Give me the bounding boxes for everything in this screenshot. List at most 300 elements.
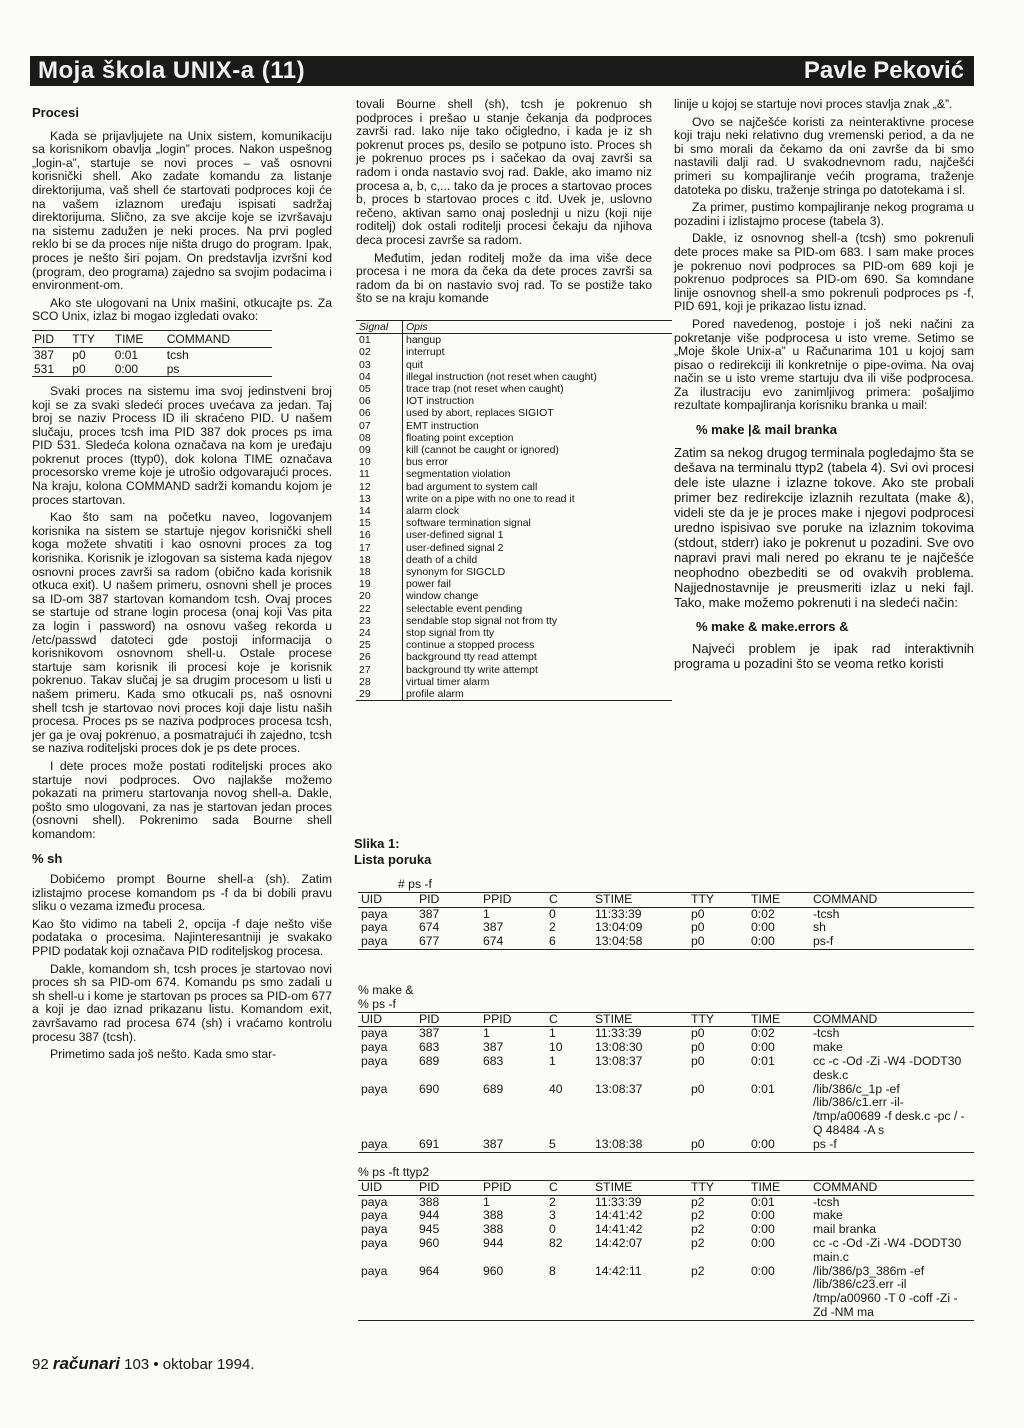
signal-number: 15: [356, 517, 403, 529]
signal-number: 05: [356, 383, 403, 395]
listing-command: % ps -ft ttyp2: [358, 1165, 430, 1179]
table-cell: -tcsh: [813, 906, 840, 921]
table-cell: p2: [688, 1265, 748, 1321]
table-row: [356, 493, 672, 505]
column-header: TTY: [70, 330, 112, 347]
table-cell: 0:00: [748, 1138, 810, 1152]
signal-number: 11: [356, 468, 403, 480]
ps-output-table: [32, 330, 272, 377]
table-cell: 0:00: [748, 1265, 810, 1321]
table-cell: 0:00: [751, 1208, 775, 1223]
listing-table: [358, 1012, 974, 1153]
table-cell: 13:04:58: [592, 935, 688, 949]
signal-number: 09: [356, 444, 403, 456]
signal-number: 06: [356, 407, 403, 419]
column-header: STIME: [592, 892, 688, 907]
table-cell: p0: [691, 920, 705, 935]
table-cell: tcsh: [166, 347, 189, 362]
column-header: TIME: [748, 1180, 810, 1195]
table-row: [356, 664, 672, 676]
column-header: TTY: [688, 892, 748, 907]
table-cell: paya: [358, 1265, 416, 1321]
table-cell: 3: [549, 1208, 556, 1223]
table-row: [356, 359, 672, 371]
listing-table: [358, 892, 974, 950]
table-cell: ps-f: [810, 935, 974, 949]
table-cell: make: [813, 1208, 843, 1223]
signal-number: 19: [356, 578, 403, 590]
table-row: [356, 383, 672, 395]
signal-number: 07: [356, 420, 403, 432]
table-cell: paya: [361, 906, 388, 921]
table-row: [32, 347, 272, 362]
table-cell: 1: [483, 1194, 490, 1209]
paragraph: Ako ste ulogovani na Unix mašini, otkucajte ps. Za SCO Unix, izlaz bi mogao izgledati ovako:: [32, 295, 332, 324]
table-row: [356, 432, 672, 444]
table-cell: 13:08:30: [595, 1040, 643, 1055]
table-row: [356, 346, 672, 358]
signal-description: synonym for SIGCLD: [406, 565, 506, 578]
table-cell: 11:33:39: [595, 1026, 642, 1041]
signal-description: used by abort, replaces SIGIOT: [406, 407, 554, 420]
table-cell: p0: [691, 906, 705, 921]
listing-make-background: [358, 984, 974, 1153]
listing-table: [358, 1180, 974, 1321]
signal-description: floating point exception: [406, 431, 514, 444]
signal-description: user-defined signal 1: [406, 529, 504, 542]
table-cell: 14:42:11: [592, 1265, 688, 1321]
table-row: [356, 639, 672, 651]
signal-number: 16: [356, 529, 403, 541]
column-header: C: [546, 1180, 592, 1195]
table-cell: 689: [419, 1053, 440, 1068]
signal-description: interrupt: [406, 346, 445, 359]
signal-description: continue a stopped process: [406, 639, 535, 652]
table-row: [356, 566, 672, 578]
table-row: [356, 603, 672, 615]
table-cell: paya: [361, 1040, 388, 1055]
table-cell: 10: [549, 1040, 563, 1055]
table-cell: 6: [546, 935, 592, 949]
table-cell: p0: [691, 1053, 705, 1068]
signal-description: selectable event pending: [406, 602, 523, 615]
column-header: COMMAND: [810, 1180, 974, 1195]
column-header: UID: [358, 1180, 416, 1195]
column-header: TIME: [113, 330, 165, 347]
table-cell: 1: [483, 1026, 490, 1041]
signal-description: trace trap (not reset when caught): [406, 382, 564, 395]
table-cell: 0:00: [751, 1222, 775, 1237]
signal-number: 28: [356, 676, 403, 688]
table-cell: 945: [419, 1222, 440, 1237]
table-cell: paya: [361, 1026, 388, 1041]
table-row: [356, 334, 672, 347]
table-row: [358, 921, 974, 935]
table-cell: p0: [691, 1040, 705, 1055]
table-cell: 0:02: [751, 1026, 775, 1041]
table-cell: 1: [483, 906, 490, 921]
table-cell: 0:01: [114, 347, 139, 362]
signal-number: 14: [356, 505, 403, 517]
listing-ps-ft: [358, 1166, 974, 1321]
table-cell: 674: [419, 920, 440, 935]
signal-number: 17: [356, 542, 403, 554]
signal-number: 02: [356, 346, 403, 358]
table-cell: 387: [480, 1138, 546, 1152]
signal-description: stop signal from tty: [406, 626, 495, 639]
table-row: [356, 517, 672, 529]
table-cell: 964: [416, 1265, 480, 1321]
table-row: [356, 481, 672, 493]
table-row: [356, 615, 672, 627]
table-cell: 13:08:37: [595, 1053, 643, 1068]
signal-description: bad argument to system call: [406, 480, 538, 493]
table-cell: p2: [691, 1222, 705, 1237]
table-cell: 0:01: [751, 1194, 775, 1209]
table-cell: paya: [361, 1194, 388, 1209]
signal-number: 22: [356, 603, 403, 615]
table-cell: mail branka: [813, 1222, 876, 1237]
table-cell: 13:04:09: [595, 920, 643, 935]
listing-command: % ps -f: [358, 996, 396, 1011]
table-cell: -tcsh: [813, 1026, 840, 1041]
signal-number: 24: [356, 627, 403, 639]
table-cell: 387: [483, 1040, 504, 1055]
caption-line: Slika 1:: [354, 836, 400, 851]
caption-line: Lista poruka: [354, 852, 432, 867]
table-row: [358, 1083, 974, 1138]
table-row: [356, 444, 672, 456]
issue-number: 103: [124, 1356, 150, 1373]
signal-description: window change: [406, 590, 479, 603]
table-cell: 11:33:39: [595, 1194, 642, 1209]
signal-description: EMT instruction: [406, 419, 479, 432]
table-cell: paya: [358, 935, 416, 949]
command-example: % sh: [32, 850, 63, 866]
table-cell: 0:00: [113, 362, 165, 377]
table-cell: ps: [165, 362, 272, 377]
signal-description: background tty read attempt: [406, 651, 537, 664]
table-cell: 2: [549, 920, 556, 935]
table-cell: 82: [549, 1235, 563, 1250]
table-cell: 944: [483, 1235, 504, 1250]
signal-number: 12: [356, 481, 403, 493]
table-row: [358, 1138, 974, 1152]
paragraph: Najveći problem je ipak rad interaktivnih programa u pozadini što se veoma retko koristi: [674, 641, 974, 672]
column-header: PPID: [480, 892, 546, 907]
paragraph: Zatim sa nekog drugog terminala pogledajmo šta se dešava na terminalu ttyp2 (tabela 4). Svi ovi procesi dele iste ulazne i izlazne tokove. Ako ste probali primer bez redirekcije izlaznih rezultata (make &), videli ste da je je proces make i njegovi podprocesi uredno ispisivao sve poruke na izlaznim tokovima (stdout, stderr) iako je pokrenut u pozadini. Sve ovo napravi pravi mali nered po ekranu te je najčešće neophodno obezbediti se od ovakvih problema. Najjednostavnije je preusmeriti izlaz u neki fajl. Tako, make možemo pokrenuti i na sledeći način:: [674, 444, 974, 610]
table-row: [358, 1209, 974, 1223]
table-cell: 5: [546, 1138, 592, 1152]
table-cell: -tcsh: [813, 1194, 840, 1209]
table-cell: 387: [483, 920, 504, 935]
section-heading: Procesi: [32, 105, 79, 120]
table-cell: 683: [419, 1040, 440, 1055]
table-row: [358, 1041, 974, 1055]
column-header: PID: [416, 892, 480, 907]
paragraph: Kao što sam na početku naveo, logovanjem korisnika na sistem se startuje njegov korisnički shell koga možete shvatiti i kao osnovni proces za tog korisnika. Korisnik je izlogovan sa sistema kada njegov osnovni proces završi sa radom (obično kada korisnik otkuca exit). U našem primeru, osnovni shell je proces sa ID-om 387 startovan komandom tcsh. Ovaj proces se startuje od strane login procesa (onaj koji Vas pita za login i password) na osnovu vašeg rekorda u /etc/passwd datoteci gde postoji informacija o korisnikovom osnovnom shell-u. Ostale procese startuje sam korisnik ili procesi koje je korisnik pokrenuo. Takav slučaj je sa drugim procesom u listi u našem primeru. Kada smo otkucali ps, naš osnovni shell tcsh je startovao novi proces koji daje listu naših procesa. Proces ps se naziva podproces procesa tcsh, jer ga je ovaj pokrenuo, a posmatrajući ih zajedno, tcsh se naziva roditeljski proces dok je ps dete proces.: [32, 510, 332, 756]
table-cell: /lib/386/c_1p -ef /lib/386/c1.err -il- /tmp/a00689 -f desk.c -pc / -Q 48484 -A s: [813, 1081, 965, 1137]
column-header: PID: [32, 330, 70, 347]
signal-description: hangup: [406, 334, 442, 347]
article-author: Pavle Peković: [803, 57, 964, 84]
table-cell: 387: [419, 906, 440, 921]
table-cell: 13:08:38: [592, 1138, 688, 1152]
signal-description: quit: [406, 358, 423, 371]
table-cell: p2: [691, 1194, 705, 1209]
paragraph: Ovo se najčešće koristi za neinteraktivne procese koji traju neki relativno dug vremenski period, a da ne bi smo morali da čekamo da oni završe da bi smo nastavili dalji rad. U svakodnevnom radu, najčešći primeri su kompajliranje većih programa, traženje datoteka po disku, traženje stringa po datotekama i sl.: [674, 114, 974, 197]
table-cell: 14:41:42: [595, 1222, 643, 1237]
table-row: [356, 651, 672, 663]
signal-number: 18: [356, 554, 403, 566]
table-cell: 674: [480, 935, 546, 949]
signal-number: 29: [356, 688, 403, 701]
signal-number: 01: [356, 334, 403, 347]
table-cell: 531: [32, 362, 70, 377]
table-cell: p0: [688, 1138, 748, 1152]
table-cell: 1: [549, 1026, 556, 1041]
table-cell: /lib/386/p3_386m -ef /lib/386/c23.err -il /tmp/a00960 -T 0 -coff -Zi -Zd -NM ma: [810, 1265, 974, 1321]
column-header: C: [546, 1012, 592, 1027]
table-header-row: [358, 1180, 974, 1195]
table-cell: 0:00: [751, 920, 775, 935]
table-cell: 683: [483, 1053, 504, 1068]
column-header: PID: [416, 1180, 480, 1195]
paragraph: Dakle, iz osnovnog shell-a (tcsh) smo pokrenuli dete proces make sa PID-om 683. I sam make proces je pokrenuo novi podproces sa PID-om 689 koji je pokrenuo podproces sa PID-om 690. Sa komndane linije osnovnog shell-a smo pokrenuli podproces ps -f, PID 691, koji je prikazao listu iznad.: [674, 231, 974, 314]
signal-number: 10: [356, 456, 403, 468]
table-row: [356, 676, 672, 688]
paragraph: linije u kojoj se startuje novi proces stavlja znak „&”.: [674, 97, 953, 111]
table-header-row: [358, 892, 974, 907]
table-row: [356, 395, 672, 407]
table-cell: make: [813, 1040, 843, 1055]
table-cell: paya: [361, 1053, 388, 1068]
table-cell: sh: [813, 920, 826, 935]
signal-table: [356, 320, 672, 701]
column-header: UID: [358, 1012, 416, 1027]
table-cell: p2: [691, 1208, 705, 1223]
table-header-row: [32, 330, 272, 347]
column-3: [674, 98, 974, 675]
paragraph: Za primer, pustimo kompajliranje nekog programa u pozadini i izlistajmo procese (tabela 3).: [674, 200, 974, 228]
paragraph: Dobićemo prompt Bourne shell-a (sh). Zatim izlistajmo procese komandom ps -f da bi dobili pravu sliku o vezama između procesa.: [32, 872, 332, 914]
signal-number: 13: [356, 493, 403, 505]
column-header: Signal: [356, 320, 403, 333]
table-cell: p0: [691, 1026, 705, 1041]
signal-number: 27: [356, 664, 403, 676]
table-cell: p2: [691, 1235, 705, 1250]
table-cell: 1: [549, 1053, 556, 1068]
signal-description: background tty write attempt: [406, 663, 538, 676]
paragraph: Međutim, jedan roditelj može da ima više dece procesa i ne mora da čeka da dete proces završi sa radom da bi on nastavio svoj rad. To se postiže tako što se na kraju komande: [356, 250, 652, 306]
table-cell: paya: [361, 1235, 388, 1250]
table-cell: 677: [416, 935, 480, 949]
table-row: [356, 578, 672, 590]
table-row: [356, 468, 672, 480]
signal-description: user-defined signal 2: [406, 541, 504, 554]
table-cell: 388: [419, 1194, 440, 1209]
table-row: [356, 371, 672, 383]
table-row: [356, 505, 672, 517]
table-row: [358, 935, 974, 949]
table-row: [358, 1237, 974, 1265]
signal-description: software termination signal: [406, 517, 531, 530]
paragraph: Dakle, komandom sh, tcsh proces je startovao novi proces sh sa PID-om 674. Komandu ps smo zadali u sh shell-u i kome je startovan ps proces sa PID-om 677 a koji je dao iznad prikazanu listu. Komandom exit, završavamo rad procesa 674 (sh) i vraćamo kontrolu procesu 387 (tcsh).: [32, 961, 332, 1044]
table-cell: 0:00: [751, 1235, 775, 1250]
table-row: [32, 362, 272, 377]
article-title: Moja škola UNIX-a (11): [38, 57, 306, 84]
table-cell: 14:41:42: [595, 1208, 643, 1223]
table-cell: p0: [70, 362, 112, 377]
table-cell: 40: [549, 1081, 563, 1096]
column-header: TTY: [688, 1012, 748, 1027]
table-header-row: [358, 1012, 974, 1027]
table-cell: 388: [483, 1222, 504, 1237]
table-row: [358, 1265, 974, 1321]
signal-description: profile alarm: [403, 688, 673, 701]
table-cell: cc -c -Od -Zi -W4 -DODT30 desk.c: [813, 1053, 962, 1082]
issue-date: oktobar 1994.: [162, 1356, 255, 1373]
signal-description: death of a child: [406, 553, 478, 566]
column-header: COMMAND: [165, 330, 272, 347]
signal-description: write on a pipe with no one to read it: [406, 492, 575, 505]
column-header: C: [546, 892, 592, 907]
table-cell: 11:33:39: [595, 906, 642, 921]
signal-description: segmentation violation: [406, 468, 511, 481]
page-number: 92: [32, 1356, 49, 1373]
column-header: TTY: [688, 1180, 748, 1195]
signal-number: 20: [356, 590, 403, 602]
table-cell: 2: [549, 1194, 556, 1209]
paragraph: tovali Bourne shell (sh), tcsh je pokrenuo sh podproces i prešao u stanje čekanja da podproces završi rad. Iako nije tako očigledno, i kada je iz sh pokrenut proces ps, desilo se potpuno isto. Proces sh je pokrenuo proces ps i sačekao da ovaj završi sa radom i onda nastavio svoj rad. Dakle, ako imamo niz procesa a, b, c,... tako da je proces a startovao proces b, proces b startovao proces c itd. Uvek je, uslovno rečeno, aktivan samo onaj poslednji u nizu (koji nije roditelj) dok ostali roditelji procesi čekaju da njihova deca procesi završe sa radom.: [356, 97, 652, 247]
command-example: % make & make.errors &: [696, 618, 849, 634]
table-cell: ps -f: [810, 1138, 974, 1152]
magazine-logo: računari: [52, 1354, 120, 1373]
column-1: [32, 98, 332, 1066]
table-cell: 14:42:07: [595, 1235, 643, 1250]
signal-description: virtual timer alarm: [406, 675, 490, 688]
table-cell: paya: [358, 1138, 416, 1152]
table-row: [358, 1223, 974, 1237]
table-row: [356, 456, 672, 468]
table-cell: 0: [549, 906, 556, 921]
table-cell: 0:00: [748, 935, 810, 949]
column-header: PPID: [480, 1180, 546, 1195]
table-row: [358, 1195, 974, 1209]
listing-ps-f: [358, 878, 974, 950]
paragraph: Svaki proces na sistemu ima svoj jedinstveni broj koji se za svaki sledeći proces uvećava za jedan. Taj broj se naziv Process ID ili skraćeno PID. U našem slučaju, proces tcsh ima PID 387 dok proces ps ima PID 531. Sledeća kolona označava na kom je uređaju pokrenut proces (ttyp0), dok kolona TIME označava procesorsko vreme koje je utrošio odgovarajući proces. Na kraju, kolona COMMAND sadrži komandu kojom je proces startovan.: [32, 383, 332, 507]
figure-caption: [354, 836, 431, 868]
paragraph: Kada se prijavljujete na Unix sistem, komunikaciju sa korisnikom obavlja „login” proces. Nakon uspešnog „login-a”, startuje se novi proces – vaš osnovni korisnički shell. Ako zadate komandu za listanje direktorijuma, vaš shell će startovati podproces koji će na vašem izlaznom uređaju ispisati sadržaj direktorijuma. Slično, za sve akcije koje se izvršavaju na sistemu zadužen je neki proces. Na prvi pogled reklo bi se da proces nije ništa drugo do program. Ipak, proces je nešto širi pojam. On predstavlja izvršni kod (program, deo programa) zajedno sa svojim podacima i environment-om.: [32, 128, 332, 293]
table-cell: p0: [72, 347, 86, 362]
table-cell: 0: [549, 1222, 556, 1237]
signal-description: IOT instruction: [406, 395, 475, 408]
column-header: COMMAND: [810, 892, 974, 907]
table-row: [358, 1027, 974, 1041]
page-footer: [32, 1354, 255, 1374]
paragraph: Kao što vidimo na tabeli 2, opcija -f daje nešto više podataka o procesima. Najinteresantniji je svakako PPID podatak koji označava PID roditeljskog procesa.: [32, 916, 332, 959]
signal-number: 25: [356, 639, 403, 651]
table-cell: paya: [361, 1081, 388, 1096]
table-cell: 13:08:37: [595, 1081, 643, 1096]
signal-number: 18: [356, 566, 403, 578]
signal-number: 06: [356, 395, 403, 407]
table-cell: 0:01: [751, 1053, 775, 1068]
table-cell: 0:01: [751, 1081, 775, 1096]
signal-description: kill (cannot be caught or ignored): [406, 443, 559, 456]
signal-number: 04: [356, 371, 403, 383]
table-cell: p0: [688, 935, 748, 949]
column-header: PPID: [480, 1012, 546, 1027]
table-cell: 8: [546, 1265, 592, 1321]
column-header: TIME: [748, 892, 810, 907]
table-row: [356, 627, 672, 639]
table-cell: 387: [34, 347, 55, 362]
article-banner: [30, 56, 974, 86]
column-2: [356, 98, 652, 701]
command-example: % make |& mail branka: [696, 422, 837, 438]
table-cell: 960: [480, 1265, 546, 1321]
table-row: [356, 542, 672, 554]
paragraph: Primetimo sada još nešto. Kada smo star-: [50, 1047, 277, 1062]
table-cell: 387: [419, 1026, 440, 1041]
table-cell: 689: [483, 1081, 504, 1096]
table-cell: paya: [361, 1208, 388, 1223]
table-row: [356, 407, 672, 419]
table-row: [356, 554, 672, 566]
table-row: [358, 907, 974, 921]
signal-description: sendable stop signal not from tty: [406, 614, 558, 627]
listing-command: # ps -f: [398, 877, 432, 891]
column-header: TIME: [748, 1012, 810, 1027]
table-cell: 0:00: [751, 1040, 775, 1055]
table-cell: cc -c -Od -Zi -W4 -DODT30 main.c: [813, 1235, 962, 1264]
table-cell: 691: [416, 1138, 480, 1152]
table-cell: 0:02: [751, 906, 775, 921]
table-row: [356, 688, 672, 701]
signal-number: 23: [356, 615, 403, 627]
table-cell: 944: [419, 1208, 440, 1223]
table-row: [356, 529, 672, 541]
signal-description: bus error: [406, 456, 449, 469]
bullet-separator: •: [153, 1356, 159, 1373]
column-header: Opis: [403, 320, 673, 333]
table-cell: 960: [419, 1235, 440, 1250]
table-row: [358, 1055, 974, 1083]
signal-description: illegal instruction (not reset when caught): [406, 370, 597, 383]
column-header: STIME: [592, 1180, 688, 1195]
table-cell: p0: [691, 1081, 705, 1096]
column-header: STIME: [592, 1012, 688, 1027]
signal-description: power fail: [406, 578, 451, 591]
paragraph: I dete proces može postati roditeljski proces ako startuje novi podproces. Ovo najlakše možemo pokazati na primeru startovanja novog shell-a. Dakle, pošto smo ulogovani, za nas je startovan jedan proces (osnovni shell). Pokrenimo sada Bourne shell komandom:: [32, 758, 332, 841]
listing-command: % make &: [358, 983, 414, 997]
table-row: [356, 590, 672, 602]
table-cell: paya: [361, 920, 388, 935]
table-cell: paya: [361, 1222, 388, 1237]
column-header: PID: [416, 1012, 480, 1027]
table-header-row: [356, 320, 672, 333]
table-cell: 388: [483, 1208, 504, 1223]
signal-number: 03: [356, 359, 403, 371]
column-header: COMMAND: [810, 1012, 974, 1027]
signal-number: 08: [356, 432, 403, 444]
signal-number: 26: [356, 651, 403, 663]
table-cell: 690: [419, 1081, 440, 1096]
table-row: [356, 420, 672, 432]
paragraph: Pored navedenog, postoje i još neki načini za pokretanje više podprocesa u isto vreme. Setimo se „Moje škole Unix-a” u Računarima 101 u kojoj sam pisao o redirekciji ili konkretnije o pipe-ovima. Na ovaj način se u isto vreme startuju dva ili više podprocesa. Za ilustraciju evo zanimljivog primera: pošaljimo rezultate kompajliranja korisniku branka u mail:: [674, 316, 974, 413]
signal-description: alarm clock: [406, 504, 460, 517]
